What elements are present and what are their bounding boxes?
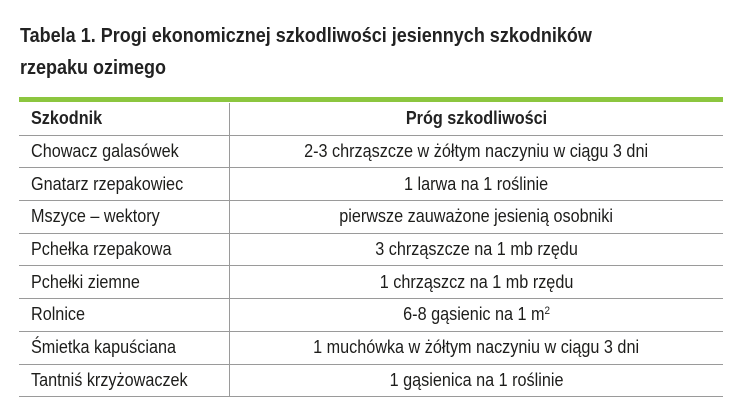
threshold-cell: 1 gąsienica na 1 roślinie <box>229 364 723 397</box>
table-row <box>19 135 723 168</box>
table-header-row <box>19 103 723 135</box>
pest-threshold-table <box>19 103 723 397</box>
pest-name-cell: Chowacz galasówek <box>19 135 229 168</box>
threshold-text: 6-8 gąsienic na 1 m <box>402 304 545 325</box>
caption-line-2: rzepaku ozimego <box>20 57 167 79</box>
threshold-cell: pierwsze zauważone jesienią osobniki <box>229 201 723 234</box>
table-top-rule <box>19 97 723 102</box>
table-row <box>19 233 723 266</box>
header-pest: Szkodnik <box>19 103 229 135</box>
caption-line-1: Tabela 1. Progi ekonomicznej szkodliwości jesiennych szkodników <box>20 25 592 47</box>
table-row <box>19 364 723 397</box>
pest-name-cell: Gnatarz rzepakowiec <box>19 168 229 201</box>
pest-name-cell: Rolnice <box>19 299 229 332</box>
pest-name-cell: Pchełki ziemne <box>19 266 229 299</box>
pest-name-cell: Pchełka rzepakowa <box>19 233 229 266</box>
superscript-exponent: 2 <box>544 305 550 318</box>
table-row <box>19 331 723 364</box>
threshold-cell: 2-3 chrząszcze w żółtym naczyniu w ciągu 3 dni <box>229 135 723 168</box>
header-threshold: Próg szkodliwości <box>229 103 723 135</box>
table-row <box>19 168 723 201</box>
table-row <box>19 201 723 234</box>
pest-name-cell: Mszyce – wektory <box>19 201 229 234</box>
pest-name-cell: Tantniś krzyżowaczek <box>19 364 229 397</box>
threshold-cell: 1 muchówka w żółtym naczyniu w ciągu 3 dni <box>229 331 723 364</box>
table-caption <box>20 20 650 84</box>
threshold-cell <box>229 299 723 332</box>
threshold-cell: 3 chrząszcze na 1 mb rzędu <box>229 233 723 266</box>
threshold-cell: 1 larwa na 1 roślinie <box>229 168 723 201</box>
table-row <box>19 266 723 299</box>
table-row <box>19 299 723 332</box>
threshold-cell: 1 chrząszcz na 1 mb rzędu <box>229 266 723 299</box>
pest-name-cell: Śmietka kapuściana <box>19 331 229 364</box>
